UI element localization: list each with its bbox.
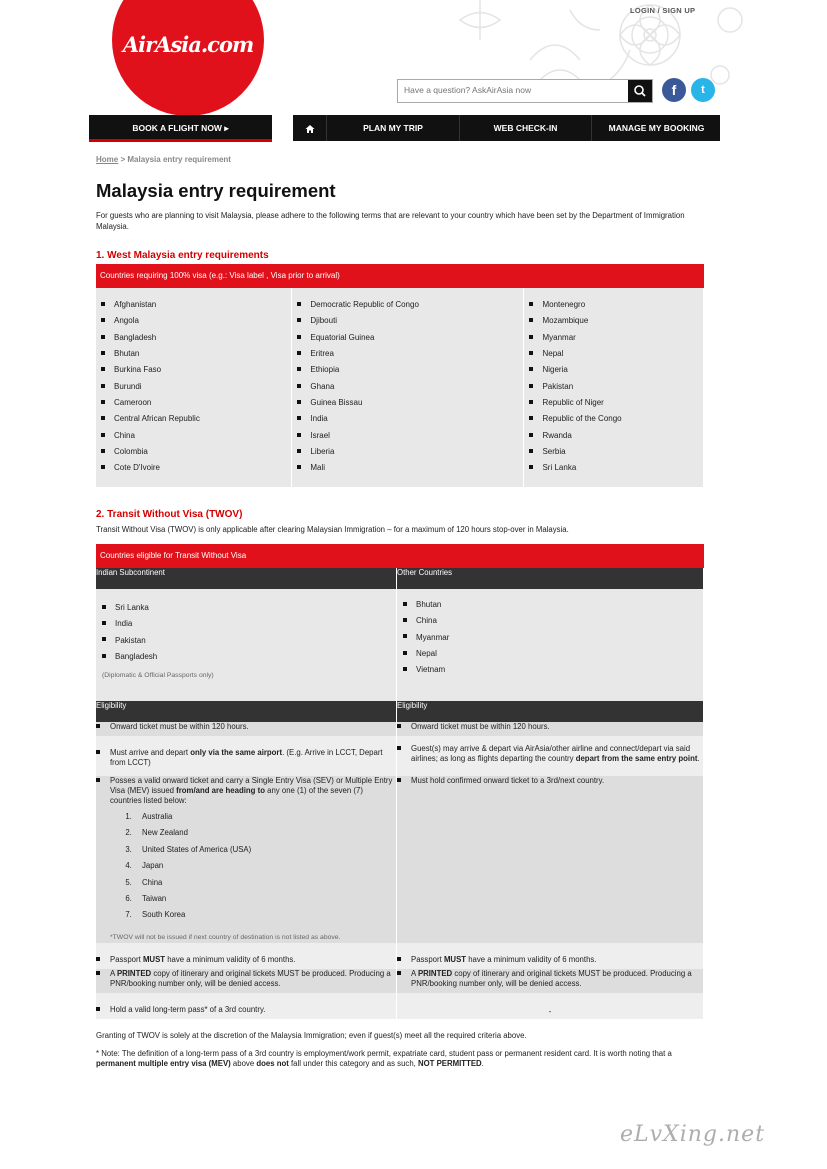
list-item-label: Nepal — [542, 349, 564, 359]
signup-link[interactable]: SIGN UP — [662, 6, 696, 15]
country-item — [297, 379, 523, 395]
country-item — [297, 346, 523, 362]
bullet-icon — [102, 605, 106, 609]
country-item — [101, 379, 291, 395]
list-item-label: Burkina Faso — [114, 365, 162, 375]
list-item-label: Djibouti — [310, 316, 338, 326]
list-item-label: Afghanistan — [114, 300, 157, 309]
bullet-icon — [102, 621, 106, 625]
list-item-label: Cameroon — [114, 398, 152, 408]
list-item-label: Sri Lanka — [115, 603, 149, 612]
list-item-label: Bhutan — [416, 600, 442, 609]
country-item — [529, 330, 703, 346]
bullet-icon — [297, 384, 301, 388]
search-icon — [628, 80, 652, 102]
sev-country-item: 5. China — [134, 875, 396, 891]
long-term-pass-note: * Note: The definition of a long-term pass of a 3rd country is employment/work permit, expatriate card, student pass or permanent resident card. It is worth noting that a permanent multiple entry visa (MEV) above does not fall under this category and as such, NOT PERMITTED. — [96, 1048, 672, 1068]
printed-itinerary-left: A PRINTED copy of itinerary and original tickets MUST be produced. Producing a PNR/booking number only, will be denied access. — [110, 968, 391, 988]
country-column-1 — [96, 288, 292, 487]
country-item — [101, 460, 291, 476]
visa-country-grid — [96, 288, 703, 487]
transit-country-item — [403, 662, 703, 678]
eligibility-row — [96, 722, 397, 736]
not-applicable-dash: - — [548, 1006, 552, 1016]
indian-subcontinent-header: Indian Subcontinent — [96, 568, 397, 589]
country-item — [297, 313, 523, 329]
onward-ticket-left: Onward ticket must be within 120 hours. — [110, 722, 249, 731]
breadcrumb-home-link[interactable]: Home — [96, 155, 119, 164]
eligibility-row — [96, 993, 397, 1019]
sev-mev-text: Posses a valid onward ticket and carry a Single Entry Visa (SEV) or Multiple Entry Visa (MEV) issued from/and are heading to any one (1) of the seven (7) countries listed below: — [110, 776, 393, 805]
bullet-icon — [529, 367, 533, 371]
country-item — [101, 297, 291, 313]
bullet-icon — [96, 1007, 100, 1011]
bullet-icon — [397, 971, 401, 975]
transit-country-item — [403, 646, 703, 662]
transit-country-item — [102, 633, 396, 649]
passport-validity-right: Passport MUST have a minimum validity of 6 months. — [411, 954, 597, 964]
bullet-icon — [297, 465, 301, 469]
list-item-label: Myanmar — [542, 332, 576, 342]
country-item — [101, 362, 291, 378]
country-item — [101, 395, 291, 411]
eligibility-row — [397, 736, 704, 776]
bullet-icon — [96, 778, 100, 782]
country-item — [529, 346, 703, 362]
bullet-icon — [403, 651, 407, 655]
country-item — [297, 428, 523, 444]
breadcrumb-separator: > — [118, 155, 128, 164]
bullet-icon — [101, 351, 105, 355]
eligibility-header-left: Eligibility — [96, 701, 397, 722]
bullet-icon — [529, 416, 533, 420]
nav-manage-booking[interactable]: MANAGE MY BOOKING — [591, 115, 721, 141]
indian-subcontinent-list — [102, 600, 396, 665]
list-item-label: Pakistan — [542, 381, 574, 391]
list-item-label: Sri Lanka — [542, 463, 577, 473]
eligibility-row — [96, 943, 397, 969]
airasia-logo[interactable] — [112, 0, 264, 116]
other-countries-list — [403, 597, 703, 678]
passport-validity-left: Passport MUST have a minimum validity of 6 months. — [110, 954, 296, 964]
bullet-icon — [102, 654, 106, 658]
list-item-label: Bangladesh — [114, 332, 157, 342]
bullet-icon — [529, 335, 533, 339]
country-item — [101, 313, 291, 329]
list-item-label: Eritrea — [310, 349, 334, 359]
list-item-label: Israel — [310, 430, 330, 440]
list-item-label: India — [310, 414, 328, 424]
bullet-icon — [101, 433, 105, 437]
eligibility-row — [397, 943, 704, 969]
country-item — [529, 395, 703, 411]
indian-subcontinent-cell — [96, 589, 397, 701]
country-item — [101, 330, 291, 346]
country-item — [529, 460, 703, 476]
nav-web-check-in[interactable]: WEB CHECK-IN — [459, 115, 591, 141]
list-item-label: Bhutan — [114, 349, 140, 359]
bullet-icon — [403, 602, 407, 606]
transit-country-item — [102, 616, 396, 632]
other-countries-cell — [397, 589, 704, 701]
country-column-2 — [292, 288, 524, 487]
login-link[interactable]: LOGIN — [630, 6, 656, 15]
eligibility-row — [397, 722, 704, 736]
bullet-icon — [297, 302, 301, 306]
eligibility-row — [96, 969, 397, 993]
country-item — [297, 395, 523, 411]
country-item — [297, 297, 523, 313]
bullet-icon — [297, 367, 301, 371]
breadcrumb — [96, 155, 704, 164]
bullet-icon — [101, 449, 105, 453]
list-item-label: Equatorial Guinea — [310, 332, 375, 342]
list-item-label: Myanmar — [416, 632, 450, 642]
country-item — [297, 362, 523, 378]
twov-eligible-bar: Countries eligible for Transit Without Visa — [96, 544, 704, 568]
list-item-label: Serbia — [542, 447, 566, 457]
diplomatic-note: (Diplomatic & Official Passports only) — [102, 672, 214, 680]
list-item-label: Republic of the Congo — [542, 414, 622, 424]
site-header — [0, 0, 827, 142]
bullet-icon — [101, 335, 105, 339]
bullet-icon — [101, 416, 105, 420]
search-input[interactable] — [398, 80, 630, 100]
list-item-label: Pakistan — [115, 635, 146, 645]
country-item — [529, 313, 703, 329]
main-nav — [293, 115, 720, 141]
bullet-icon — [297, 318, 301, 322]
sev-country-item: 6. Taiwan — [134, 891, 396, 907]
search-box — [397, 79, 653, 103]
list-item-label: Mozambique — [542, 316, 589, 326]
list-item-label: Ethiopia — [310, 365, 340, 375]
country-item — [297, 460, 523, 476]
bullet-icon — [297, 449, 301, 453]
granting-text: Granting of TWOV is solely at the discretion of the Malaysia Immigration; even if guest(s) meet all the required criteria above. — [96, 1030, 527, 1040]
country-item — [529, 362, 703, 378]
list-item-label: Cote D'Ivoire — [114, 463, 160, 473]
section2-title: 2. Transit Without Visa (TWOV) — [96, 509, 243, 520]
country-item — [101, 346, 291, 362]
seven-countries-list — [96, 809, 396, 924]
bullet-icon — [397, 746, 401, 750]
search-button[interactable] — [628, 80, 652, 102]
bullet-icon — [297, 433, 301, 437]
bullet-icon — [96, 971, 100, 975]
login-links: LOGIN / SIGN UP — [630, 6, 696, 15]
bullet-icon — [96, 750, 100, 754]
country-item — [529, 428, 703, 444]
list-item-label: Democratic Republic of Congo — [310, 300, 419, 309]
bullet-icon — [529, 449, 533, 453]
transit-country-item — [102, 649, 396, 665]
same-entry-point-text: Guest(s) may arrive & depart via AirAsia/other airline and connect/depart via said airlines; as long as flights departing the country depart from the same entry point. — [411, 744, 700, 763]
bullet-icon — [96, 724, 100, 728]
facebook-icon[interactable]: f — [662, 78, 686, 102]
country-item — [101, 444, 291, 460]
bullet-icon — [397, 957, 401, 961]
bullet-icon — [96, 957, 100, 961]
list-item-label: Montenegro — [542, 300, 586, 309]
eligibility-header-right: Eligibility — [397, 701, 704, 722]
section1-title: 1. West Malaysia entry requirements — [96, 250, 269, 261]
eligibility-row — [96, 736, 397, 776]
sev-country-item: 1. Australia — [134, 809, 396, 825]
bullet-icon — [101, 465, 105, 469]
bullet-icon — [403, 618, 407, 622]
sev-country-item: 3. United States of America (USA) — [134, 842, 396, 858]
bullet-icon — [101, 367, 105, 371]
transit-country-item — [403, 597, 703, 613]
confirmed-onward-text: Must hold confirmed onward ticket to a 3rd/next country. — [411, 776, 605, 785]
bullet-icon — [529, 400, 533, 404]
list-item-label: Mali — [310, 463, 326, 473]
long-term-pass-text: Hold a valid long-term pass* of a 3rd country. — [110, 1004, 266, 1014]
list-item-label: Vietnam — [416, 665, 446, 675]
list-item-label: Guinea Bissau — [310, 398, 363, 408]
bullet-icon — [529, 302, 533, 306]
sev-country-item: 7. South Korea — [134, 907, 396, 923]
eligibility-row — [96, 776, 397, 943]
onward-ticket-right: Onward ticket must be within 120 hours. — [411, 722, 550, 731]
list-item-label: Bangladesh — [115, 651, 158, 661]
other-countries-header: Other Countries — [397, 568, 704, 589]
country-item — [297, 411, 523, 427]
intro-text: For guests who are planning to visit Malaysia, please adhere to the following terms that are relevant to your country which have been set by the Department of Immigration Malaysia. — [96, 211, 685, 231]
printed-itinerary-right: A PRINTED copy of itinerary and original tickets MUST be produced. Producing a PNR/booking number only, will be denied access. — [411, 968, 692, 988]
same-airport-text: Must arrive and depart only via the same airport. (E.g. Arrive in LCCT, Depart from LCCT) — [110, 748, 383, 767]
twov-table — [96, 568, 703, 1019]
country-item — [101, 411, 291, 427]
list-item-label: Central African Republic — [114, 414, 200, 424]
list-item-label: Rwanda — [542, 430, 572, 440]
page-title: Malaysia entry requirement — [96, 180, 336, 201]
visa-required-bar: Countries requiring 100% visa (e.g.: Visa label , Visa prior to arrival) — [96, 264, 704, 288]
bullet-icon — [297, 335, 301, 339]
twitter-icon[interactable]: t — [691, 78, 715, 102]
eligibility-row — [397, 993, 704, 1019]
list-item-label: Nepal — [416, 648, 437, 658]
twov-description: Transit Without Visa (TWOV) is only applicable after clearing Malaysian Immigration – for a maximum of 120 hours stop-over in Malaysia. — [96, 525, 569, 534]
country-item — [529, 444, 703, 460]
list-item-label: Burundi — [114, 381, 142, 391]
bullet-icon — [101, 384, 105, 388]
twov-not-issued-note: *TWOV will not be issued if next country of destination is not listed as above. — [110, 933, 341, 941]
sev-country-item: 4. Japan — [134, 858, 396, 874]
bullet-icon — [397, 724, 401, 728]
transit-country-item — [102, 600, 396, 616]
bullet-icon — [297, 351, 301, 355]
bullet-icon — [529, 465, 533, 469]
bullet-icon — [529, 433, 533, 437]
country-item — [101, 428, 291, 444]
bullet-icon — [403, 667, 407, 671]
bullet-icon — [297, 400, 301, 404]
bullet-icon — [101, 400, 105, 404]
list-item-label: India — [115, 619, 133, 629]
sev-country-item: 2. New Zealand — [134, 825, 396, 841]
list-item-label: China — [416, 616, 437, 626]
list-item-label: Ghana — [310, 381, 335, 391]
country-item — [529, 297, 703, 313]
transit-country-item — [403, 630, 703, 646]
bullet-icon — [529, 351, 533, 355]
eligibility-row — [397, 969, 704, 993]
bullet-icon — [397, 778, 401, 782]
bullet-icon — [101, 302, 105, 306]
home-nav-button[interactable] — [293, 115, 326, 141]
logo-text: AirAsia.com — [122, 32, 254, 57]
bullet-icon — [529, 384, 533, 388]
country-item — [297, 444, 523, 460]
list-item-label: Republic of Niger — [542, 398, 604, 408]
list-item-label: Liberia — [310, 447, 335, 457]
main-content — [96, 155, 704, 1069]
list-item-label: Colombia — [114, 447, 148, 457]
eligibility-row — [397, 776, 704, 943]
list-item-label: Nigeria — [542, 365, 568, 375]
home-icon — [305, 124, 315, 134]
bullet-icon — [529, 318, 533, 322]
bullet-icon — [297, 416, 301, 420]
country-column-3 — [524, 288, 703, 487]
breadcrumb-current: Malaysia entry requirement — [127, 155, 231, 164]
transit-country-item — [403, 613, 703, 629]
watermark: eLvXing.net — [620, 1122, 766, 1147]
book-flight-button[interactable]: BOOK A FLIGHT NOW ▸ — [89, 115, 272, 142]
bullet-icon — [101, 318, 105, 322]
country-item — [297, 330, 523, 346]
list-item-label: China — [114, 430, 135, 440]
country-item — [529, 411, 703, 427]
nav-plan-my-trip[interactable]: PLAN MY TRIP — [326, 115, 459, 141]
bullet-icon — [403, 634, 407, 638]
bullet-icon — [102, 637, 106, 641]
list-item-label: Angola — [114, 316, 139, 326]
country-item — [529, 379, 703, 395]
